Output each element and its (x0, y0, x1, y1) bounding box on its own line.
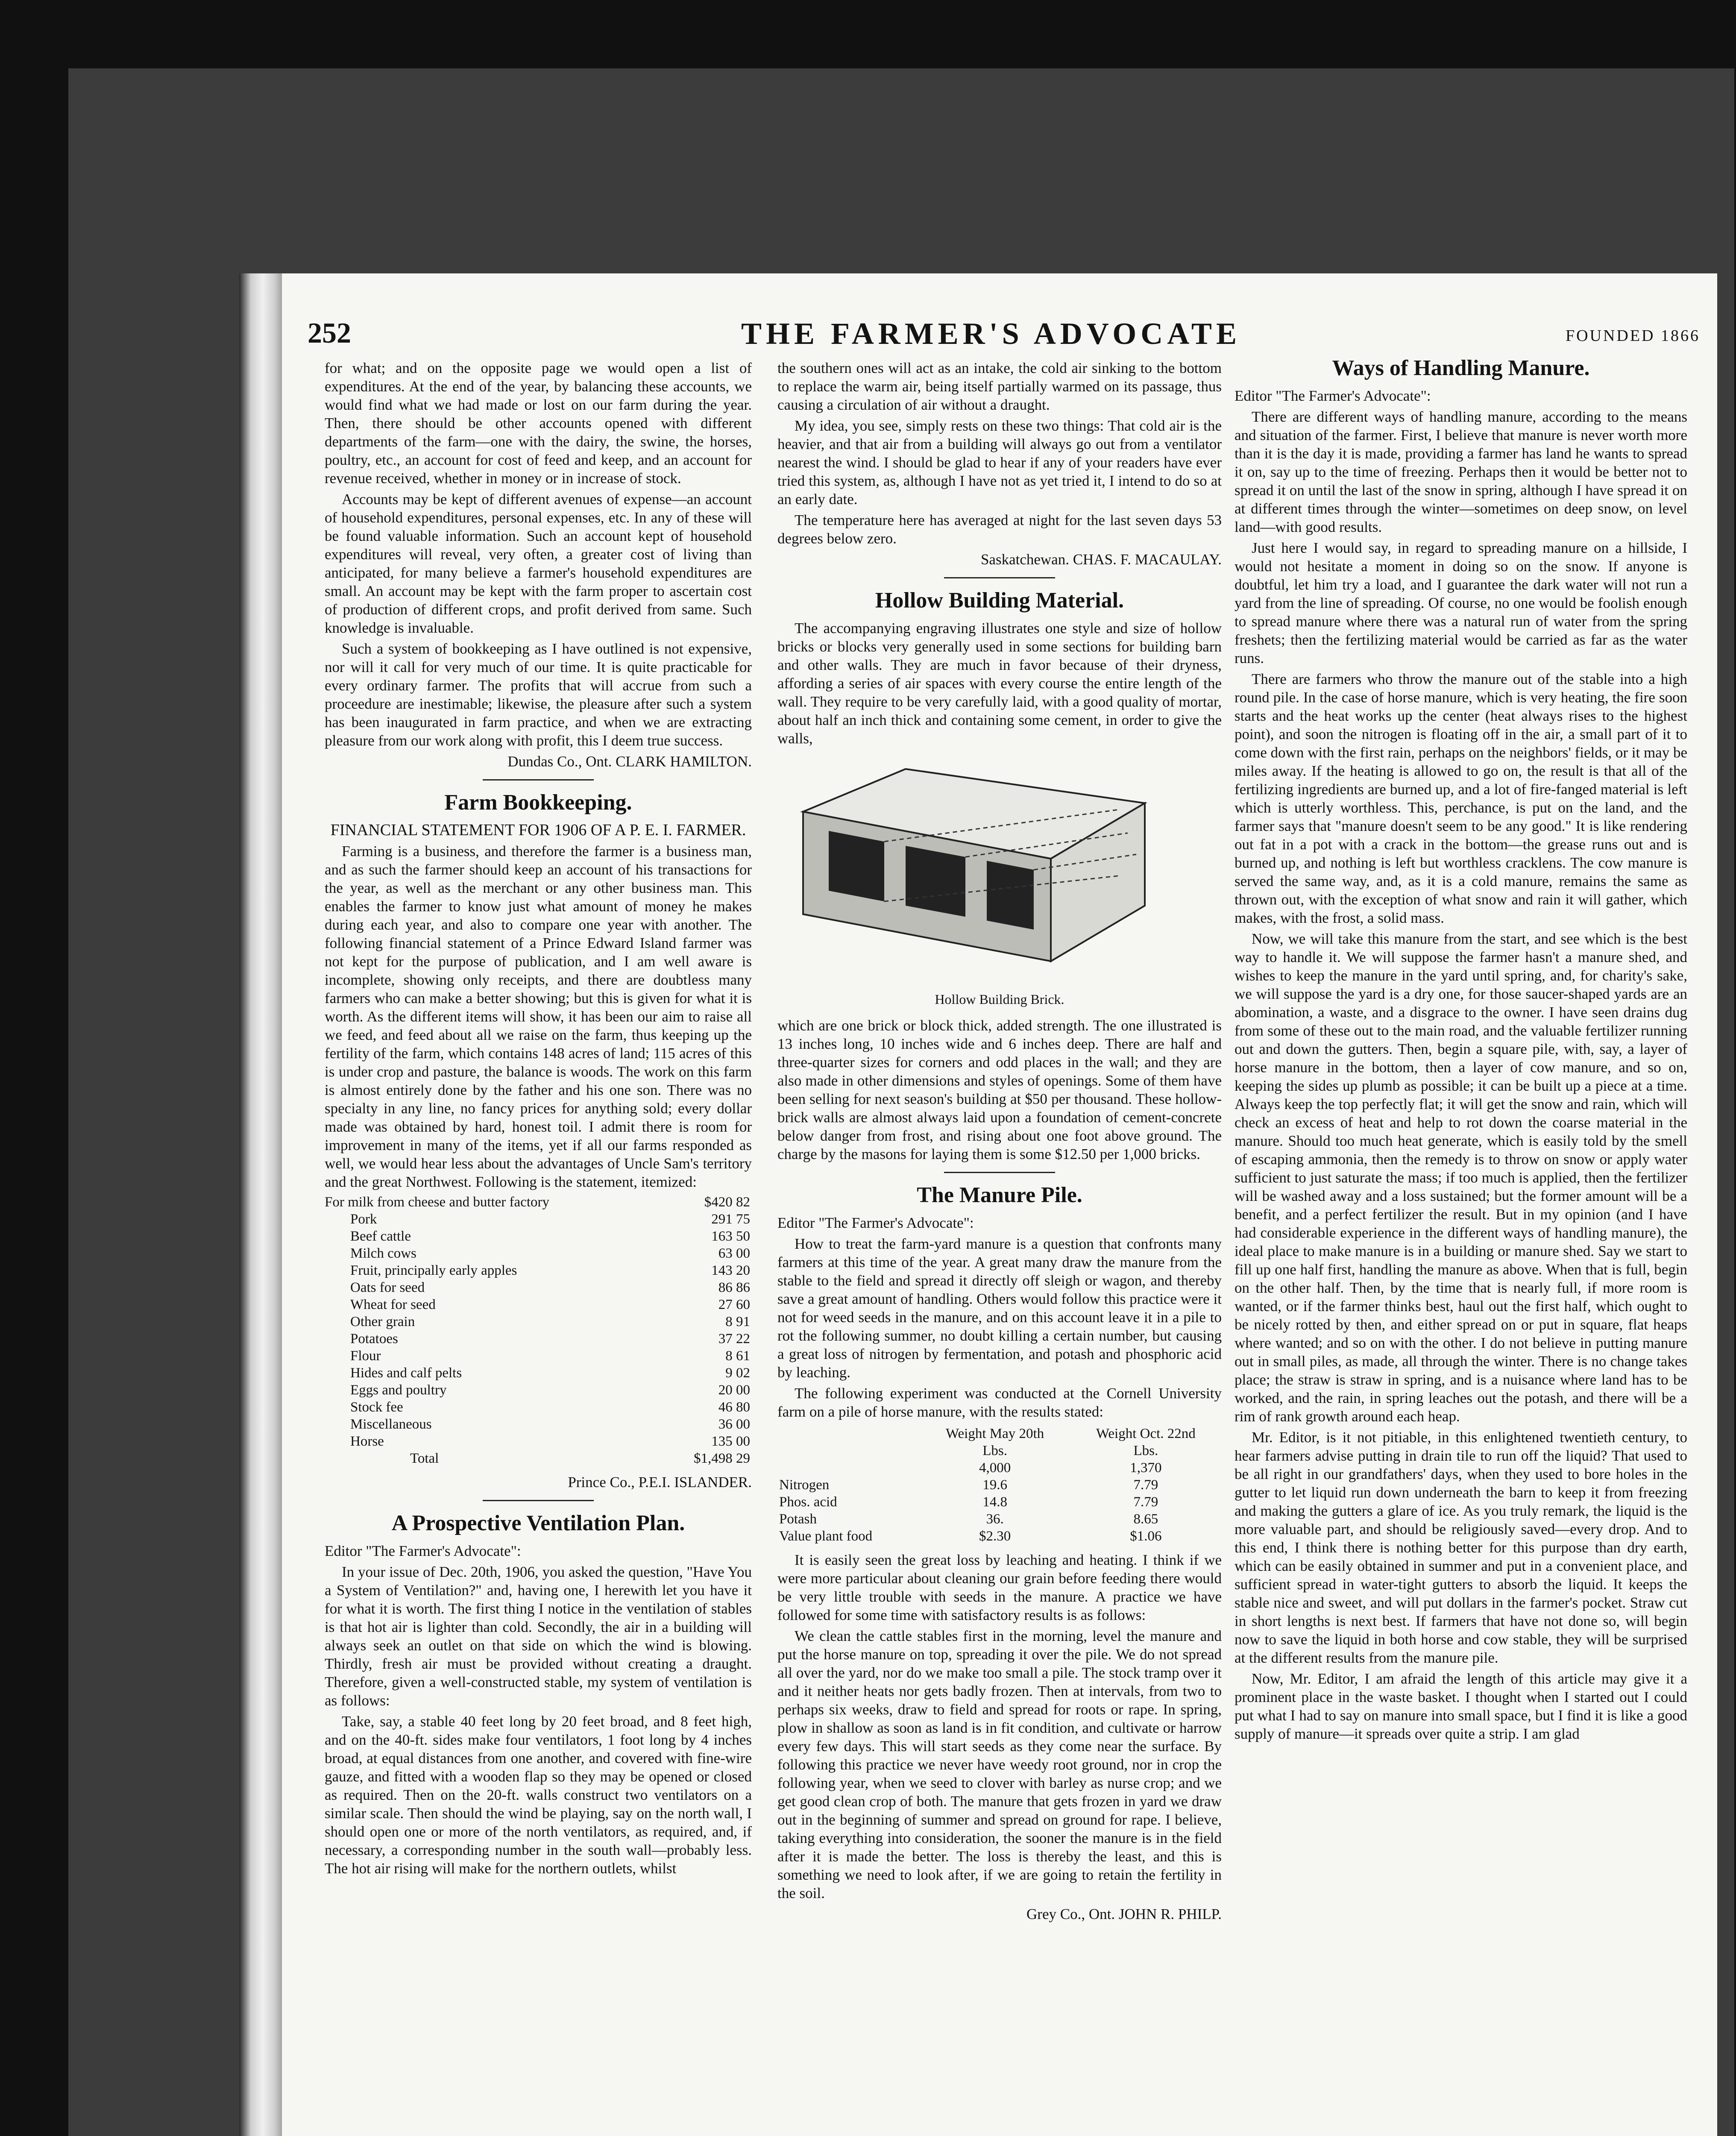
statement-item: Other grain (350, 1314, 415, 1329)
paragraph: Farming is a business, and therefore the farmer is a business man, and as such the farmer should keep an account of his transactions for the year, as well as the merchant or any other business man. This enables the farmer to know just what amount of money he makes during each year, and also to compare one year with another. The following financial statement of a Prince Edward Island farmer was not kept for the purpose of publication, and I am well aware is incomplete, showing only receipts, and there are doubtless many farmers who can make a better showing; but this is given for what it is worth. As the different items will show, it has been our aim to raise all we feed, and feed about all we raise on the farm, thus keeping up the fertility of the farm, which contains 148 acres of land; 115 acres of this is under crop and pasture, the balance is woods. The work on this farm is almost entirely done by the father and his one son. There was no specialty in any line, no fancy prices for anything sold; every dollar made was obtained by hard, honest toil. I admit there is room for improvement in many of the items, yet if all our farms responded as well, we would hear less about the advantages of Uncle Sam's territory and the great Northwest. Following is the statement, itemized: (325, 843, 752, 1190)
experiment-cell: Value plant food (779, 1529, 873, 1544)
experiment-row (777, 1459, 1222, 1476)
statement-amount: 37 22 (718, 1331, 750, 1347)
experiment-cell: 36. (986, 1511, 1004, 1527)
total-label: Total (410, 1451, 439, 1466)
article-title: Hollow Building Material. (875, 588, 1124, 613)
paragraph: We clean the cattle stables first in the morning, level the manure and put the horse manure on top, spreading it over the pile. We do not spread all over the yard, nor do we make too small a pile. The stock tramp over it and it neither heats nor gets badly frozen. Then at intervals, from two to perhaps six weeks, draw to field and spread for roots or rape. In spring, plow in shallow as soon as land is in fit condition, and cultivate or harrow every few days. This will start seeds as they come near the surface. By following this practice we never have weedy root ground, nor in crop the following year, when we seed to clover with barley as nurse crop; and we get good clean crop of both. The manure that gets frozen in yard we draw out in the beginning of summer and spread on ground for rape. I believe, taking everything into consideration, the sooner the manure is in the field after it is made the better. The loss is thereby the least, and this is something we need to look after, if we are going to retain the fertility in the soil. (777, 1628, 1222, 1901)
statement-item: Miscellaneous (350, 1417, 432, 1432)
experiment-row (777, 1442, 1222, 1459)
left-column (325, 359, 752, 2136)
financial-statement-table (325, 1194, 752, 1467)
paragraph: Such a system of bookkeeping as I have outlined is not expensive, nor will it call for very much of our time. It is quite practicable for every ordinary farmer. The profits that will accrue from such a proceedure are inestimable; likewise, the pleasure after such a system has been inaugurated in farm practice, and when we are extracting pleasure from our work along with profit, this I deem true success. (325, 640, 752, 749)
statement-item: Horse (350, 1434, 384, 1449)
paragraph: The accompanying engraving illustrates one style and size of hollow bricks or blocks very generally used in some sections for building barn and other walls. They are much in favor because of their dryness, affording a series of air spaces with every course the entire length of the wall. They require to be very carefully laid, with a good quality of mortar, about half an inch thick and containing some cement, in order to give the walls, (777, 620, 1222, 747)
paragraph: My idea, you see, simply rests on these two things: That cold air is the heavier, and that air from a building will always go out from a ventilator nearest the wind. I should be glad to hear if any of your readers have ever tried this system, as, although I have not as yet tried it, I intend to do so at an early date. (777, 417, 1222, 508)
divider (944, 577, 1055, 578)
founded-note: FOUNDED 1866 (1565, 327, 1700, 345)
statement-row (325, 1330, 752, 1347)
paragraph: It is easily seen the great loss by leaching and heating. I think if we were more particular about cleaning our grain before feeding there would be very little trouble with seeds in the manure. A practice we have followed for some time with satisfactory results is as follows: (777, 1552, 1222, 1623)
middle-column (777, 359, 1222, 2136)
experiment-cell: 7.79 (1133, 1477, 1158, 1493)
paragraph: In your issue of Dec. 20th, 1906, you asked the question, "Have You a System of Ventilation?" and, having one, I herewith let you have it for what it is worth. The first thing I notice in the ventilation of stables is that hot air is lighter than cold. Secondly, the air in a building will always seek an outlet on that side on which the wind is blowing. Thirdly, fresh air must be provided without creating a draught. Therefore, given a well-constructed stable, my system of ventilation is as follows: (325, 1564, 752, 1709)
experiment-cell: 4,000 (979, 1460, 1011, 1476)
article-title: Ways of Handling Manure. (1332, 359, 1590, 380)
signature: Grey Co., Ont. JOHN R. PHILP. (1026, 1906, 1222, 1922)
experiment-cell: $2.30 (979, 1529, 1011, 1544)
paragraph: which are one brick or block thick, added strength. The one illustrated is 13 inches long, 10 inches wide and 6 inches deep. There are half and three-quarter sizes for corners and odd places in the wall; and they are also made in other dimensions and styles of openings. Some of them have been selling for next season's building at $50 per thousand. These hollow-brick walls are almost always laid upon a foundation of cement-concrete below danger from frost, and rising about one foot above ground. The charge by the masons for laying them is some $12.50 per 1,000 bricks. (777, 1017, 1222, 1162)
experiment-cell: 14.8 (982, 1494, 1007, 1510)
article-subtitle: FINANCIAL STATEMENT FOR 1906 OF A P. E. I. FARMER. (330, 821, 746, 839)
experiment-row (777, 1511, 1222, 1528)
divider (483, 779, 594, 780)
article-title: The Manure Pile. (917, 1183, 1082, 1207)
statement-amount: 135 00 (711, 1434, 750, 1449)
statement-amount: 86 86 (718, 1280, 750, 1295)
statement-item: Hides and calf pelts (350, 1365, 462, 1381)
statement-item: Potatoes (350, 1331, 398, 1347)
experiment-row (777, 1476, 1222, 1493)
experiment-cell (777, 1425, 920, 1442)
paragraph: Mr. Editor, is it not pitiable, in this enlightened twentieth century, to hear farmers advise putting in drain tile to run off the liquid? That used to be all right in our grandfathers' days, when they used to bore holes in the gutter to let liquid run down underneath the barn to keep it from freezing and making the gutters a glare of ice. As you truly remark, the liquid is the more valuable part, and should be religiously saved—every drop. And to this end, I think there is nothing better for this purpose than dry earth, which can be easily obtained in summer and put in a convenient place, and sufficient spread in water-tight gutters to absorb the liquid. It keeps the stable nice and sweet, and will put dollars in the farmer's pocket. Straw cut in short lengths is next best. If farmers that have not done so, will begin now to save the liquid in both horse and cow stable, they will be surprised at the different results from the manure pile. (1235, 1429, 1687, 1666)
editor-salutation: Editor "The Farmer's Advocate": (777, 1215, 974, 1231)
statement-row (325, 1382, 752, 1399)
article-title: Farm Bookkeeping. (444, 790, 632, 815)
experiment-cell: 19.6 (982, 1477, 1007, 1493)
statement-row (325, 1313, 752, 1330)
divider (944, 1172, 1055, 1173)
statement-amount: 63 00 (718, 1246, 750, 1261)
paragraph: There are different ways of handling manure, according to the means and situation of the farmer. First, I believe that manure is never worth more than it is the day it is made, providing a farmer has land he wants to spread it on, say up to the time of freezing. Perhaps then it would be better not to spread it on until the last of the snow in spring, although I have spread it on at different times through the winter—sometimes on deep snow, on level land—with good results. (1235, 408, 1687, 535)
statement-row (325, 1228, 752, 1245)
statement-item: Beef cattle (350, 1229, 411, 1244)
experiment-cell (777, 1459, 920, 1476)
experiment-cell: Potash (779, 1511, 817, 1527)
statement-amount: 163 50 (711, 1229, 750, 1244)
experiment-cell: Phos. acid (779, 1494, 837, 1510)
experiment-cell (777, 1442, 920, 1459)
paragraph: Now, we will take this manure from the start, and see which is the best way to handle it. We will suppose the farmer hasn't a manure shed, and wishes to keep the manure in the yard until spring, and, for charity's sake, we will suppose the yard is a dry one, for those saucer-shaped yards are an abomination, a waste, and a disgrace to the owner. I have seen drains dug from some of these out to the main road, and the valuable fertilizer running out and down the gutters. Then, begin a square pile, with, say, a layer of horse manure in the bottom, then a layer of cow manure, and so on, keeping the sides up plumb as possible; it can be built up a piece at a time. Always keep the top perfectly flat; it will get the snow and rain, which will check an excess of heat and help to rot down the coarse material in the manure. Should too much heat generate, which is easily told by the smell of escaping ammonia, then the remedy is to throw on snow or apply water sufficient to just saturate the mass; if too much is applied, then the fertilizer will be washed away and a loss sustained; but the former amount will be a benefit, and a perfect fertilizer the result. But in my opinion (and I have had considerable experience in the different ways of handling manure), the ideal place to make manure is in a building or manure shed. Say we start to fill up one half first, handling the manure as above. When that is full, begin on the other half. Then, by the time that is nearly full, if more room is wanted, or if the farmer thinks best, haul out the first half, which ought to be nicely rotted by then, and either spread on or put in square, flat heaps where wanted; and so on with the other. I do not believe in putting manure out in small piles, as made, all through the winter. There is no change takes place; the straw is straw in spring, and is a nuisance where land has to be worked, and the rain, in spring leaches out the potash, and there will be a rim of rank growth around each heap. (1235, 930, 1687, 1425)
statement-item: Flour (350, 1348, 381, 1364)
statement-row (325, 1364, 752, 1382)
experiment-cell: Nitrogen (779, 1477, 830, 1493)
experiment-cell: $1.06 (1130, 1529, 1162, 1544)
experiment-table (777, 1425, 1222, 1545)
hollow-brick-engraving (777, 760, 1162, 983)
statement-row (325, 1416, 752, 1433)
statement-amount: 8 61 (725, 1348, 750, 1364)
paragraph: There are farmers who throw the manure out of the stable into a high round pile. In the case of horse manure, which is very heating, the fire soon starts and the heat works up the center (heat always rises to the highest point), and soon the nitrogen is floating off in the air, a small part of it to come down with the first rain, perhaps on the neighbors' fields, or it may be miles away. If the heating is allowed to go on, the result is that all of the fertilizing ingredients are burned up, and a lot of fire-fanged material is left which is utterly worthless. This, perchance, is put on the land, and the farmer says that "manure doesn't seem to be any good." It is like rendering out fat in a pot with a crack in the bottom—the grease runs out and is burned up, and nothing is left but worthless cracklens. The cow manure is served the same way, and, as it is a cold manure, remains the same as thrown out, with the exception of what snow and rain it will gather, which makes, with the frost, a solid mass. (1235, 671, 1687, 926)
paragraph: Just here I would say, in regard to spreading manure on a hillside, I would not hesitate a moment in doing so on the snow. If anyone is doubtful, let him try a load, and I guarantee the dark water will not run a yard from the line of spreading. Of course, no one would be foolish enough to spread manure where there was a natural run of water from the spring freshets; then the fertilizing material would be carried as far as the water runs. (1235, 540, 1687, 666)
statement-amount: $420 82 (704, 1194, 750, 1210)
total-amount: $1,498 29 (694, 1451, 750, 1466)
statement-amount: 20 00 (718, 1382, 750, 1398)
statement-item: Wheat for seed (350, 1297, 436, 1312)
statement-row (325, 1296, 752, 1313)
signature: Prince Co., P.E.I. ISLANDER. (568, 1474, 752, 1491)
statement-item: Oats for seed (350, 1280, 425, 1295)
statement-row (325, 1245, 752, 1262)
statement-row (325, 1433, 752, 1450)
figure-caption: Hollow Building Brick. (935, 992, 1064, 1007)
statement-item: Pork (350, 1212, 377, 1227)
statement-row (325, 1399, 752, 1416)
statement-amount: 9 02 (725, 1365, 750, 1381)
paragraph: Take, say, a stable 40 feet long by 20 feet broad, and 8 feet high, and on the 40-ft. sides make four ventilators, 1 foot long by 4 inches broad, at equal distances from one another, and covered with fine-wire gauze, and fitted with a wooden flap so they may be opened or closed as required. Then on the 20-ft. walls construct two ventilators on a similar scale. Then should the wind be playing, say on the north wall, I should open one or more of the north ventilators, as required, and, if necessary, a corresponding number in the south wall—probably less. The hot air rising will make for the northern outlets, whilst (325, 1713, 752, 1877)
paragraph: Accounts may be kept of different avenues of expense—an account of household expenditures, personal expenses, etc. In any of these will be found valuable information. Such an account kept of household expenditures will reveal, very often, a greater cost of living than anticipated, for many believe a farmer's household expenditures are small. An account may be kept with the farm proper to ascertain cost of production of different crops, and profit derived from same. Such knowledge is invaluable. (325, 491, 752, 636)
masthead-title: THE FARMER'S ADVOCATE (741, 317, 1241, 351)
statement-row (325, 1262, 752, 1279)
experiment-cell: Lbs. (982, 1443, 1007, 1458)
statement-total-row (325, 1450, 752, 1467)
statement-amount: 36 00 (718, 1417, 750, 1432)
statement-row (325, 1347, 752, 1364)
statement-row (325, 1211, 752, 1228)
statement-amount: 143 20 (711, 1263, 750, 1278)
experiment-cell: Weight May 20th (946, 1426, 1044, 1441)
experiment-row (777, 1493, 1222, 1511)
binding-edge (239, 273, 286, 2136)
editor-salutation: Editor "The Farmer's Advocate": (325, 1543, 521, 1559)
experiment-cell: 8.65 (1133, 1511, 1158, 1527)
experiment-row (777, 1528, 1222, 1545)
paragraph: for what; and on the opposite page we would open a list of expenditures. At the end of the year, by balancing these accounts, we would find what we had made or lost on our farm during the year. Then, there should be other accounts opened with different departments of the farm—one with the dairy, the swine, the horses, poultry, etc., an account for cost of feed and keep, and an account for revenue received, whether in money or in increase of stock. (325, 360, 752, 487)
newspaper-page (282, 273, 1717, 2136)
divider (483, 1500, 594, 1501)
experiment-cell: Lbs. (1133, 1443, 1158, 1458)
right-column (1235, 359, 1687, 2136)
experiment-cell: 7.79 (1133, 1494, 1158, 1510)
statement-row (325, 1279, 752, 1296)
experiment-cell: 1,370 (1130, 1460, 1162, 1476)
page-number: 252 (308, 317, 351, 349)
statement-amount: 291 75 (711, 1212, 750, 1227)
experiment-cell: Weight Oct. 22nd (1096, 1426, 1196, 1441)
signature: Dundas Co., Ont. CLARK HAMILTON. (507, 753, 752, 770)
signature: Saskatchewan. CHAS. F. MACAULAY. (980, 551, 1222, 568)
article-title: A Prospective Ventilation Plan. (391, 1511, 685, 1535)
statement-item: Fruit, principally early apples (350, 1263, 517, 1278)
statement-item: Eggs and poultry (350, 1382, 447, 1398)
paragraph: The following experiment was conducted at the Cornell University farm on a pile of horse manure, with the results stated: (777, 1385, 1222, 1420)
statement-amount: 46 80 (718, 1400, 750, 1415)
editor-salutation: Editor "The Farmer's Advocate": (1235, 387, 1431, 404)
statement-row (325, 1194, 752, 1211)
statement-item: Milch cows (350, 1246, 416, 1261)
paragraph: The temperature here has averaged at night for the last seven days 53 degrees below zero. (777, 512, 1222, 547)
statement-item: For milk from cheese and butter factory (325, 1194, 549, 1210)
paragraph: the southern ones will act as an intake, the cold air sinking to the bottom to replace the warm air, being itself partially warmed on its passage, thus causing a circulation of air without a draught. (777, 360, 1222, 413)
paragraph: How to treat the farm-yard manure is a question that confronts many farmers at this time of the year. A great many draw the manure from the stable to the field and spread it directly off sleigh or wagon, and thereby save a great amount of handling. Others would follow this practice were it not for weed seeds in the manure, and on this account leave it in a pile to rot the following summer, no doubt killing a certain number, but causing a great loss of nitrogen by fermentation, and potash and phosphoric acid by leaching. (777, 1235, 1222, 1381)
statement-item: Stock fee (350, 1400, 403, 1415)
experiment-row (777, 1425, 1222, 1442)
paragraph: Now, Mr. Editor, I am afraid the length of this article may give it a prominent place in the waste basket. I thought when I started out I could put what I had to say on manure into small space, but I find it is like a good supply of manure—it spreads over quite a strip. I am glad (1235, 1670, 1687, 1742)
statement-amount: 27 60 (718, 1297, 750, 1312)
statement-amount: 8 91 (725, 1314, 750, 1329)
